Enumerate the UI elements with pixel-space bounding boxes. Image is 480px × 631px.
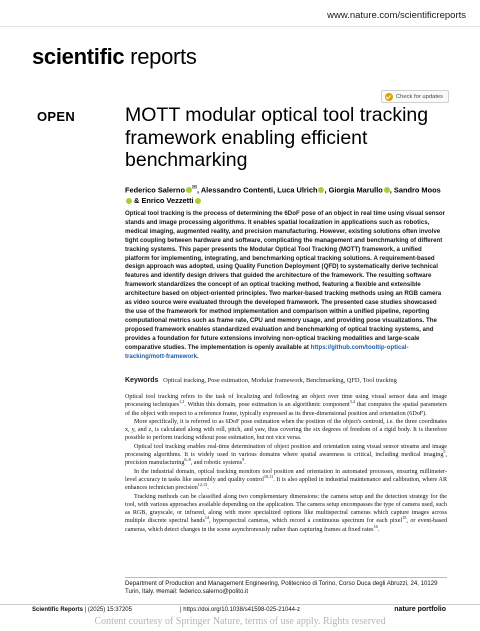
author-name[interactable]: Alessandro Contenti [200,185,274,195]
orcid-icon[interactable] [384,187,390,193]
keywords-label: Keywords [125,377,159,384]
check-updates-icon [385,93,393,101]
affiliation [125,580,447,596]
affiliation-text: Department of Production and Management Engineering, Politecnico di Torino, Corso Duca degli Abruzzi, 24, 10129 Turin, Italy. [125,580,438,596]
citation-ref[interactable]: 9 [242,457,245,463]
citation-ref[interactable]: 16 [373,523,378,529]
body-paragraph: More specifically, it is referred to as 6DoF pose estimation when the position of the object's centroid, i.e. the three coordinates x, y, and z, is calculated along with roll, pitch, and yaw, thus covering the six degrees of freedom of a rigid body. It is therefore possible to perform tracking without pose estimation, but not vice versa. [125,418,447,442]
brand-light: reports [124,44,197,69]
citation-ref[interactable]: 5 [443,449,446,455]
footer-divider [0,604,480,605]
citation-ref[interactable]: 14 [204,515,210,521]
article-body [125,393,447,534]
keywords-list: Optical tracking, Pose estimation, Modular framework, Benchmarking, QFD, Tool tracking [163,377,397,384]
site-url-link[interactable]: www.nature.com/scientificreports [327,10,466,21]
article-title: MOTT modular optical tool tracking framework enabling efficient benchmarking [125,104,429,171]
open-access-tag: OPEN [37,109,76,124]
abstract-end: . [197,352,199,360]
watermark: Content courtesy of Springer Nature, terms of use apply. Rights reserved [94,616,386,627]
citation-ref[interactable]: 10,11 [263,473,274,479]
affiliation-divider [125,577,447,578]
check-updates-label: Check for updates [396,93,444,100]
top-bar [0,0,480,27]
citation-ref[interactable]: 1,2 [179,399,185,405]
author-list: Federico Salerno ✉, Alessandro Contenti, Luca Ulrich , Giorgia Marullo , Sandro Moos & Enrico Vezzetti [125,185,441,206]
footer-citation: Scientific Reports | (2025) 15:37205 [32,607,132,613]
author-name[interactable]: Federico Salerno [125,185,185,195]
abstract [125,210,447,361]
doi-link[interactable]: | https://doi.org/10.1038/s41598-025-21044-z [180,607,300,613]
orcid-icon[interactable] [126,198,132,204]
body-paragraph: Optical tool tracking enables real-time determination of object position and orientation using visual sensor streams and image processing algorithms. It is widely used in various domains where spatial awareness is critical, including medical imaging$^5$, precision manufacturing$^{6-8}$, and robotic systems$^9$. [125,443,447,467]
email-link[interactable]: email: federico.salerno@polito.it [161,588,249,596]
keywords-section [125,377,455,384]
journal-brand[interactable] [32,44,197,70]
corresponding-mail-icon[interactable]: ✉ [191,185,197,191]
author-name[interactable]: Sandro Moos [393,185,441,195]
author-name[interactable]: Enrico Vezzetti [141,196,194,206]
abstract-text: Optical tool tracking is the process of determining the 6DoF pose of an object in real time using visual sensor stands and image processing algorithms. It enables spatial localization in applications such as robotics, medical imaging, augmented reality, and precision manufacturing. However, existing solutions often involve tight coupling between hardware and software, complicating the management and benchmarking of different tracking systems. This paper presents the Modular Optical Tool Tracking (MOTT) framework, a unified platform for implementing, integrating, and benchmarking optical tracking solutions. A requirement-based design approach was adopted, using Quality Function Deployment (QFD) to systematically derive technical features and identify design drivers that guided the architecture of the framework. The resulting software framework standardizes the concept of an optical tracking method, featuring a flexible and extensible architecture based on object-oriented principles. Two marker-based tracking methods using an RGB camera as video source were evaluated through the developed framework. The presented case studies showcased the use of the framework for method implementation and comparison within a unified pipeline, reporting computational metrics such as frame rate, CPU and memory usage, and providing pose visualizations. The proposed framework enables standardized evaluation and benchmarking of optical tracking systems, and provides a foundation for future extensions involving non-optical tracking modalities and large-scale comparative studies. The implementation is openly available at [125,210,446,351]
mail-icon: ✉ [156,588,162,596]
doi-text[interactable]: https://doi.org/10.1038/s41598-025-21044-z [183,607,300,613]
check-updates-button[interactable] [381,90,449,103]
body-paragraph: Tracking methods can be classified along two complementary dimensions: the camera setup and the detection strategy for the tool, with various approaches available depending on the application. The camera setup encompasses the type of camera used, such as RGB, grayscale, or infrared, along with more specialized options like multispectral cameras which capture images across multiple discrete spectral bands$^{14}$, hyperspectral cameras, which record a continuous spectrum for each pixel$^{15}$, or event-based cameras, which detect changes in the scene asynchronously rather than capturing frames at fixed rates$^{16}$. [125,493,448,533]
footer-journal: Scientific Reports [32,607,84,613]
github-link[interactable]: https://github.com/tooltip-optical-tracking/mott-framework [125,343,409,360]
author-name[interactable]: Giorgia Marullo [328,185,383,195]
citation-ref[interactable]: 15 [402,515,407,521]
citation-ref[interactable]: 6–8 [184,457,191,463]
body-paragraph: Optical tool tracking refers to the task of localizing and following an object over time using visual sensor data and image processing techniques$^{1,2}$. Within this domain, pose estimation is an algorithmic component$^{3,4}$ that computes the spatial parameters of the object with respect to a reference frame, typically expressed as its three-dimensional position and orientation (6DoF). [125,394,447,417]
orcid-icon[interactable] [195,198,201,204]
nature-portfolio-logo: nature portfolio [394,606,446,613]
body-paragraph: In the industrial domain, optical tracking monitors tool position and orientation in automated processes, ensuring millimeter-level accuracy in tasks like assembly and quality control$^{10,11}$. It is also applied in industrial maintenance and calibration, where AR enhances technician precision$^{12,13}$. [125,468,448,492]
author-name[interactable]: Luca Ulrich [277,185,318,195]
orcid-icon[interactable] [318,187,324,193]
citation-ref[interactable]: 12,13 [197,482,208,488]
brand-bold: scientific [32,44,125,69]
footer-volume: (2025) 15:37205 [87,607,132,613]
citation-ref[interactable]: 3,4 [349,399,355,405]
